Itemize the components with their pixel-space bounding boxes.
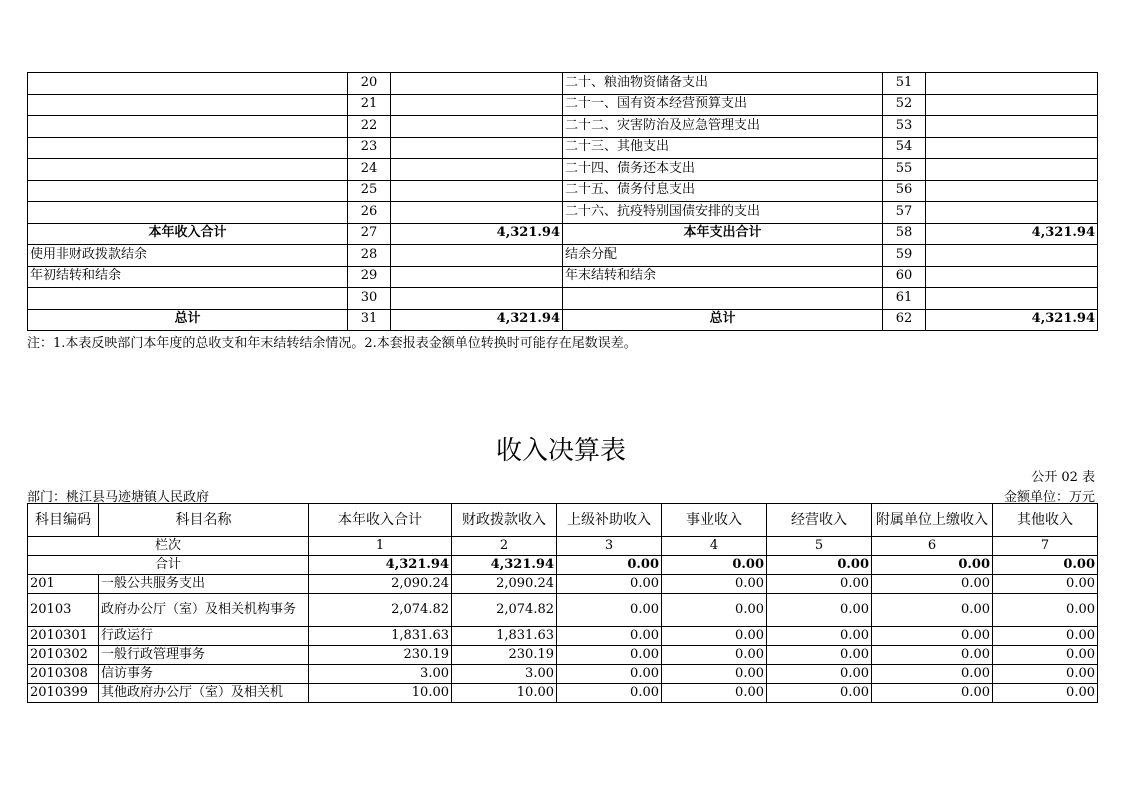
left-amount-cell	[391, 202, 563, 224]
left-label-cell	[28, 180, 348, 202]
amount-cell: 0.00	[767, 646, 872, 665]
right-label-cell: 二十、粮油物资储备支出	[563, 73, 883, 95]
amount-cell: 0.00	[872, 594, 993, 627]
right-amount-cell	[926, 288, 1098, 310]
amount-cell: 0.00	[557, 575, 662, 594]
left-amount-cell	[391, 245, 563, 267]
table-row	[28, 245, 1098, 267]
left-amount-cell	[391, 116, 563, 138]
amount-cell: 0.00	[557, 684, 662, 703]
amount-cell: 0.00	[872, 627, 993, 646]
amount-cell: 0.00	[662, 594, 767, 627]
summary-table	[27, 72, 1098, 331]
column-index: 6	[872, 537, 993, 556]
right-amount-cell	[926, 266, 1098, 288]
left-label-cell	[28, 202, 348, 224]
total-value: 0.00	[872, 556, 993, 575]
right-amount-cell	[926, 73, 1098, 95]
column-index: 3	[557, 537, 662, 556]
amount-cell: 1,831.63	[452, 627, 557, 646]
amount-cell: 0.00	[557, 665, 662, 684]
right-line-number-cell: 58	[883, 223, 926, 245]
amount-cell: 0.00	[662, 646, 767, 665]
left-line-number-cell: 23	[348, 137, 391, 159]
amount-cell: 0.00	[557, 646, 662, 665]
table-row	[28, 594, 1098, 627]
column-header: 附属单位上缴收入	[872, 504, 993, 537]
account-name-cell: 行政运行	[99, 627, 309, 646]
left-line-number-cell: 22	[348, 116, 391, 138]
left-label-cell: 总计	[28, 309, 348, 331]
table-row	[28, 575, 1098, 594]
amount-cell: 2,090.24	[452, 575, 557, 594]
right-line-number-cell: 62	[883, 309, 926, 331]
amount-cell: 0.00	[993, 627, 1098, 646]
left-line-number-cell: 25	[348, 180, 391, 202]
right-label-cell: 年末结转和结余	[563, 266, 883, 288]
amount-cell: 0.00	[872, 684, 993, 703]
total-value: 0.00	[557, 556, 662, 575]
header-row	[28, 504, 1098, 537]
left-label-cell	[28, 94, 348, 116]
total-label: 合计	[28, 556, 309, 575]
right-line-number-cell: 51	[883, 73, 926, 95]
table-row	[28, 223, 1098, 245]
amount-cell: 3.00	[309, 665, 452, 684]
income-table	[27, 503, 1098, 703]
table-row	[28, 684, 1098, 703]
table-row	[28, 627, 1098, 646]
right-line-number-cell: 59	[883, 245, 926, 267]
amount-cell: 230.19	[452, 646, 557, 665]
amount-cell: 2,074.82	[309, 594, 452, 627]
account-code-cell: 201	[28, 575, 99, 594]
amount-cell: 0.00	[993, 594, 1098, 627]
right-line-number-cell: 57	[883, 202, 926, 224]
right-label-cell: 本年支出合计	[563, 223, 883, 245]
account-code-cell: 20103	[28, 594, 99, 627]
left-line-number-cell: 30	[348, 288, 391, 310]
column-header: 本年收入合计	[309, 504, 452, 537]
table-row	[28, 137, 1098, 159]
column-header: 上级补助收入	[557, 504, 662, 537]
table-row	[28, 646, 1098, 665]
right-amount-cell	[926, 180, 1098, 202]
left-line-number-cell: 21	[348, 94, 391, 116]
table-note: 注：1.本表反映部门本年度的总收支和年末结转结余情况。2.本套报表金额单位转换时可能存在尾数误差。	[27, 336, 637, 351]
amount-cell: 0.00	[993, 575, 1098, 594]
left-amount-cell	[391, 266, 563, 288]
left-label-cell	[28, 159, 348, 181]
right-amount-cell	[926, 116, 1098, 138]
amount-cell: 0.00	[993, 665, 1098, 684]
left-label-cell	[28, 137, 348, 159]
amount-cell: 0.00	[993, 646, 1098, 665]
right-label-cell: 二十三、其他支出	[563, 137, 883, 159]
table-row	[28, 665, 1098, 684]
column-header: 财政拨款收入	[452, 504, 557, 537]
left-line-number-cell: 26	[348, 202, 391, 224]
column-header: 经营收入	[767, 504, 872, 537]
total-value: 0.00	[662, 556, 767, 575]
amount-cell: 0.00	[662, 665, 767, 684]
amount-cell: 0.00	[557, 627, 662, 646]
right-label-cell: 二十一、国有资本经营预算支出	[563, 94, 883, 116]
page-title: 收入决算表	[495, 436, 626, 466]
right-line-number-cell: 53	[883, 116, 926, 138]
total-row	[28, 556, 1098, 575]
amount-cell: 1,831.63	[309, 627, 452, 646]
account-name-cell: 其他政府办公厅（室）及相关机	[99, 684, 309, 703]
amount-cell: 0.00	[767, 665, 872, 684]
right-line-number-cell: 61	[883, 288, 926, 310]
right-label-cell: 总计	[563, 309, 883, 331]
total-value: 4,321.94	[452, 556, 557, 575]
amount-cell: 0.00	[767, 627, 872, 646]
index-row	[28, 537, 1098, 556]
account-name-cell: 信访事务	[99, 665, 309, 684]
right-line-number-cell: 60	[883, 266, 926, 288]
left-line-number-cell: 27	[348, 223, 391, 245]
left-amount-cell	[391, 288, 563, 310]
right-label-cell: 二十四、债务还本支出	[563, 159, 883, 181]
right-label-cell: 二十五、债务付息支出	[563, 180, 883, 202]
left-line-number-cell: 24	[348, 159, 391, 181]
amount-cell: 0.00	[662, 684, 767, 703]
right-amount-cell: 4,321.94	[926, 309, 1098, 331]
left-label-cell	[28, 288, 348, 310]
left-amount-cell	[391, 180, 563, 202]
unit-label: 金额单位：万元	[1003, 490, 1095, 505]
account-name-cell: 一般行政管理事务	[99, 646, 309, 665]
left-amount-cell: 4,321.94	[391, 309, 563, 331]
left-amount-cell	[391, 159, 563, 181]
account-name-cell: 政府办公厅（室）及相关机构事务	[99, 594, 309, 627]
table-row	[28, 288, 1098, 310]
amount-cell: 2,090.24	[309, 575, 452, 594]
amount-cell: 0.00	[872, 575, 993, 594]
amount-cell: 0.00	[767, 684, 872, 703]
right-amount-cell	[926, 159, 1098, 181]
left-amount-cell	[391, 94, 563, 116]
left-amount-cell: 4,321.94	[391, 223, 563, 245]
left-label-cell	[28, 116, 348, 138]
column-header: 其他收入	[993, 504, 1098, 537]
table-row	[28, 73, 1098, 95]
left-amount-cell	[391, 73, 563, 95]
column-header: 科目名称	[99, 504, 309, 537]
total-value: 4,321.94	[309, 556, 452, 575]
account-code-cell: 2010302	[28, 646, 99, 665]
account-name-cell: 一般公共服务支出	[99, 575, 309, 594]
amount-cell: 10.00	[452, 684, 557, 703]
right-line-number-cell: 56	[883, 180, 926, 202]
account-code-cell: 2010308	[28, 665, 99, 684]
column-index: 1	[309, 537, 452, 556]
amount-cell: 0.00	[662, 627, 767, 646]
right-amount-cell	[926, 245, 1098, 267]
left-line-number-cell: 29	[348, 266, 391, 288]
department-label: 部门：桃江县马迹塘镇人民政府	[27, 490, 210, 505]
left-line-number-cell: 28	[348, 245, 391, 267]
left-amount-cell	[391, 137, 563, 159]
column-header: 事业收入	[662, 504, 767, 537]
right-amount-cell	[926, 94, 1098, 116]
left-line-number-cell: 20	[348, 73, 391, 95]
right-amount-cell	[926, 137, 1098, 159]
left-label-cell: 使用非财政拨款结余	[28, 245, 348, 267]
right-line-number-cell: 55	[883, 159, 926, 181]
table-row	[28, 309, 1098, 331]
amount-cell: 230.19	[309, 646, 452, 665]
amount-cell: 10.00	[309, 684, 452, 703]
amount-cell: 0.00	[993, 684, 1098, 703]
column-header: 科目编码	[28, 504, 99, 537]
column-index: 2	[452, 537, 557, 556]
index-row-label: 栏次	[28, 537, 309, 556]
amount-cell: 0.00	[662, 575, 767, 594]
right-line-number-cell: 52	[883, 94, 926, 116]
account-code-cell: 2010301	[28, 627, 99, 646]
table-row	[28, 266, 1098, 288]
amount-cell: 0.00	[557, 594, 662, 627]
amount-cell: 0.00	[767, 575, 872, 594]
amount-cell: 0.00	[872, 665, 993, 684]
right-label-cell: 二十二、灾害防治及应急管理支出	[563, 116, 883, 138]
column-index: 5	[767, 537, 872, 556]
table-row	[28, 202, 1098, 224]
amount-cell: 0.00	[767, 594, 872, 627]
left-label-cell	[28, 73, 348, 95]
right-line-number-cell: 54	[883, 137, 926, 159]
right-label-cell: 二十六、抗疫特别国债安排的支出	[563, 202, 883, 224]
amount-cell: 2,074.82	[452, 594, 557, 627]
left-label-cell: 本年收入合计	[28, 223, 348, 245]
column-index: 7	[993, 537, 1098, 556]
right-amount-cell	[926, 202, 1098, 224]
left-line-number-cell: 31	[348, 309, 391, 331]
form-code: 公开 02 表	[1031, 470, 1095, 485]
right-amount-cell: 4,321.94	[926, 223, 1098, 245]
right-label-cell: 结余分配	[563, 245, 883, 267]
table-row	[28, 159, 1098, 181]
table-row	[28, 116, 1098, 138]
right-label-cell	[563, 288, 883, 310]
total-value: 0.00	[767, 556, 872, 575]
left-label-cell: 年初结转和结余	[28, 266, 348, 288]
table-row	[28, 180, 1098, 202]
account-code-cell: 2010399	[28, 684, 99, 703]
table-row	[28, 94, 1098, 116]
amount-cell: 3.00	[452, 665, 557, 684]
column-index: 4	[662, 537, 767, 556]
amount-cell: 0.00	[872, 646, 993, 665]
total-value: 0.00	[993, 556, 1098, 575]
